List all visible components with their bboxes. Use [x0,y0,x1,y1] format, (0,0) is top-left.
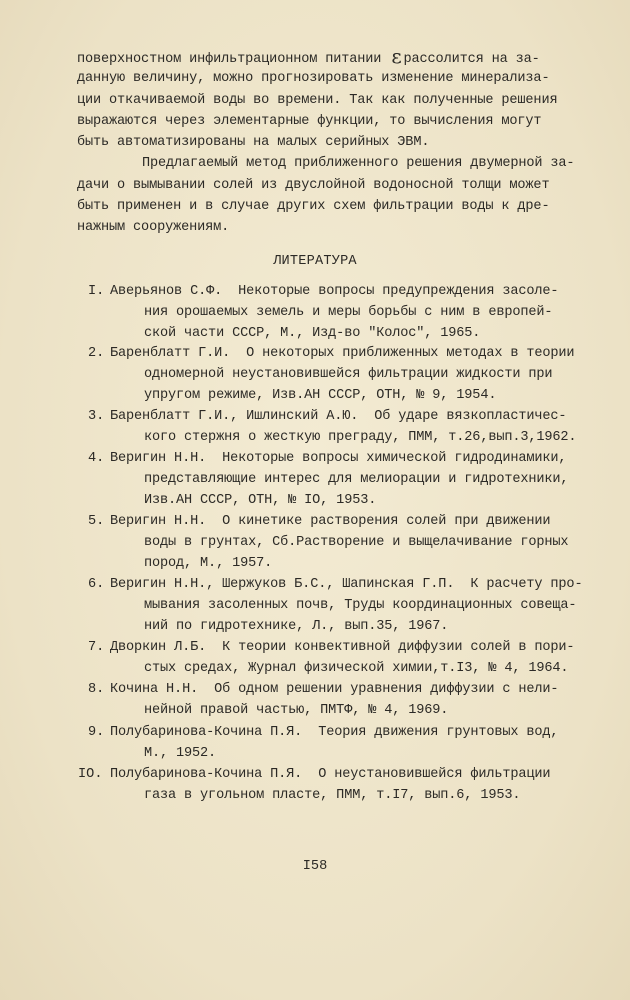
reference-line: ний по гидротехнике, Л., вып.35, 1967. [144,619,449,634]
para2-line-2: дачи о вымывании солей из двуслойной водоносной толщи может [77,178,550,193]
reference-line: Веригин Н.Н., Шержуков Б.С., Шапинская Г.П. К расчету про- [110,577,583,592]
reference-line: Кочина Н.Н. Об одном решении уравнения диффузии с нели- [110,682,559,697]
reference-number: 5. [88,514,105,529]
para1-line-4: выражаются через элементарные функции, то вычисления могут [77,114,542,129]
reference-line: Дворкин Л.Б. К теории конвективной диффузии солей в пори- [110,640,575,655]
reference-line: Изв.АН СССР, ОТН, № IO, 1953. [144,493,377,508]
reference-line: Полубаринова-Кочина П.Я. О неустановившейся фильтрации [110,767,551,782]
reference-line: ской части СССР, М., Изд-во "Колос", 1965. [144,326,481,341]
para2-line-4: нажным сооружениям. [77,220,230,235]
epsilon-symbol: ε [391,44,402,68]
reference-line: упругом режиме, Изв.АН СССР, ОТН, № 9, 1954. [144,388,497,403]
reference-line: Веригин Н.Н. О кинетике растворения солей при движении [110,514,551,529]
para1-line-3: ции откачиваемой воды во времени. Так как полученные решения [77,93,558,108]
reference-line: нейной правой частью, ПМТФ, № 4, 1969. [144,703,449,718]
reference-line: ния орошаемых земель и меры борьбы с ним в европей- [144,305,553,320]
reference-number: 4. [88,451,105,466]
reference-number: 9. [88,725,105,740]
reference-line: мывания засоленных почв, Труды координационных совеща- [144,598,577,613]
para2-line-3: быть применен и в случае других схем фильтрации воды к дре- [77,199,550,214]
reference-number: I. [88,284,105,299]
reference-line: пород, М., 1957. [144,556,273,571]
reference-line: одномерной неустановившейся фильтрации жидкости при [144,367,553,382]
para2-line-1: Предлагаемый метод приближенного решения двумерной за- [142,156,575,171]
reference-line: воды в грунтах, Сб.Растворение и выщелачивание горных [144,535,569,550]
reference-line: М., 1952. [144,746,217,761]
reference-number: 2. [88,346,105,361]
reference-line: Веригин Н.Н. Некоторые вопросы химической гидродинамики, [110,451,567,466]
reference-number: 7. [88,640,105,655]
reference-line: кого стержня о жесткую преграду, ПММ, т.26,вып.3,1962. [144,430,577,445]
reference-number: 8. [88,682,105,697]
reference-line: Полубаринова-Кочина П.Я. Теория движения грунтовых вод, [110,725,559,740]
para1-line-2: данную величину, можно прогнозировать изменение минерализа- [77,71,550,86]
references-heading: ЛИТЕРАТУРА [273,254,357,269]
reference-line: Аверьянов С.Ф. Некоторые вопросы предупреждения засоле- [110,284,559,299]
reference-number: IO. [78,767,103,782]
reference-line: Баренблатт Г.И. О некоторых приближенных методах в теории [110,346,575,361]
page-number: I58 [302,859,328,874]
reference-line: стых средах, Журнал физической химии,т.I3, № 4, 1964. [144,661,569,676]
para1-line-1: поверхностном инфильтрационном питании ε рассолится на за- [77,44,540,68]
para1-line-5: быть автоматизированы на малых серийных ЭВМ. [77,135,430,150]
reference-number: 6. [88,577,105,592]
reference-number: 3. [88,409,105,424]
reference-line: представляющие интерес для мелиорации и гидротехники, [144,472,569,487]
reference-line: Баренблатт Г.И., Ишлинский А.Ю. Об ударе вязкопластичес- [110,409,567,424]
reference-line: газа в угольном пласте, ПММ, т.I7, вып.6, 1953. [144,788,521,803]
